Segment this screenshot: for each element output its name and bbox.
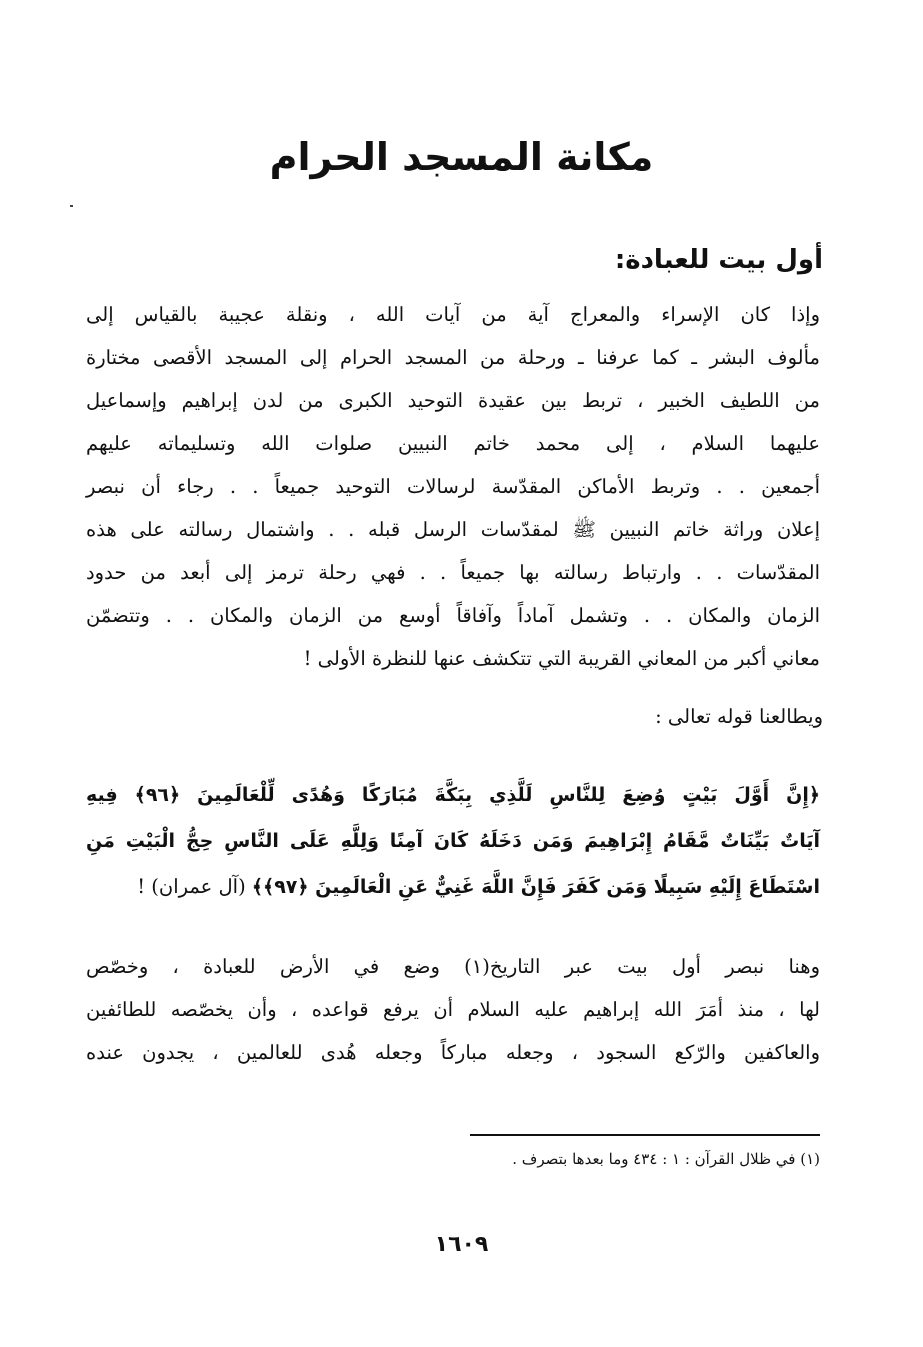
footnote: (١) في ظلال القرآن : ١ : ٤٣٤ وما بعدها بتصرف .	[512, 1150, 820, 1168]
intro-line: ويطالعنا قوله تعالى :	[655, 705, 823, 728]
verse-line: ﴿إِنَّ أَوَّلَ بَيْتٍ وُضِعَ لِلنَّاسِ لَلَّذِي بِبَكَّةَ مُبَارَكًا وَهُدًى لِّلْعَالَمِينَ ﴿٩٦﴾ فِيهِ	[86, 784, 821, 806]
body-line: وهنا نبصر أول بيت عبر التاريخ(١) وضع في الأرض للعبادة ، وخصّص	[86, 955, 820, 978]
body-line: الزمان والمكان . . وتشمل آماداً وآفاقاً أوسع من الزمان والمكان . . وتتضمّن	[86, 604, 820, 627]
footnote-divider	[470, 1134, 820, 1136]
body-line: أجمعين . . وتربط الأماكن المقدّسة لرسالات التوحيد جميعاً . . رجاء أن نبصر	[86, 475, 820, 498]
page-title: مكانة المسجد الحرام	[269, 135, 654, 179]
body-line: عليهما السلام ، إلى محمد خاتم النبيين صلوات الله وتسليماته عليهم	[86, 432, 820, 455]
body-line: وإذا كان الإسراء والمعراج آية من آيات الله ، ونقلة عجيبة بالقياس إلى	[86, 303, 820, 326]
body-line: لها ، منذ أمَرَ الله إبراهيم عليه السلام أن يرفع قواعده ، وأن يخصّصه للطائفين	[86, 998, 820, 1021]
body-line: والعاكفين والرّكع السجود ، وجعله مباركاً وجعله هُدى للعالمين ، يجدون عنده	[86, 1041, 820, 1064]
scan-speck	[70, 205, 73, 207]
body-line: من اللطيف الخبير ، تربط بين عقيدة التوحيد الكبرى من لدن إبراهيم وإسماعيل	[86, 389, 820, 412]
verse-line-last	[86, 872, 820, 902]
verse-line: آيَاتٌ بَيِّنَاتٌ مَّقَامُ إِبْرَاهِيمَ وَمَن دَخَلَهُ كَانَ آمِنًا وَلِلَّهِ عَلَى النَّاسِ حِجُّ الْبَيْتِ مَنِ	[86, 830, 820, 852]
verse-text: اسْتَطَاعَ إِلَيْهِ سَبِيلًا وَمَن كَفَرَ فَإِنَّ اللَّهَ غَنِيٌّ عَنِ الْعَالَمِينَ ﴿٩٧﴾﴾	[251, 876, 820, 898]
body-line: مألوف البشر ـ كما عرفنا ـ ورحلة من المسجد الحرام إلى المسجد الأقصى مختارة	[86, 346, 820, 369]
section-heading: أول بيت للعبادة:	[614, 245, 823, 275]
body-line: معاني أكبر من المعاني القريبة التي تتكشف عنها للنظرة الأولى !	[303, 647, 820, 670]
body-line: إعلان وراثة خاتم النبيين ﷺ لمقدّسات الرسل قبله . . واشتمال رسالته على هذه	[86, 518, 820, 541]
body-line: المقدّسات . . وارتباط رسالته بها جميعاً . . فهي رحلة ترمز إلى أبعد من حدود	[86, 561, 820, 584]
page-number: ١٦٠٩	[434, 1232, 489, 1257]
verse-source: (آل عمران) !	[137, 875, 246, 898]
